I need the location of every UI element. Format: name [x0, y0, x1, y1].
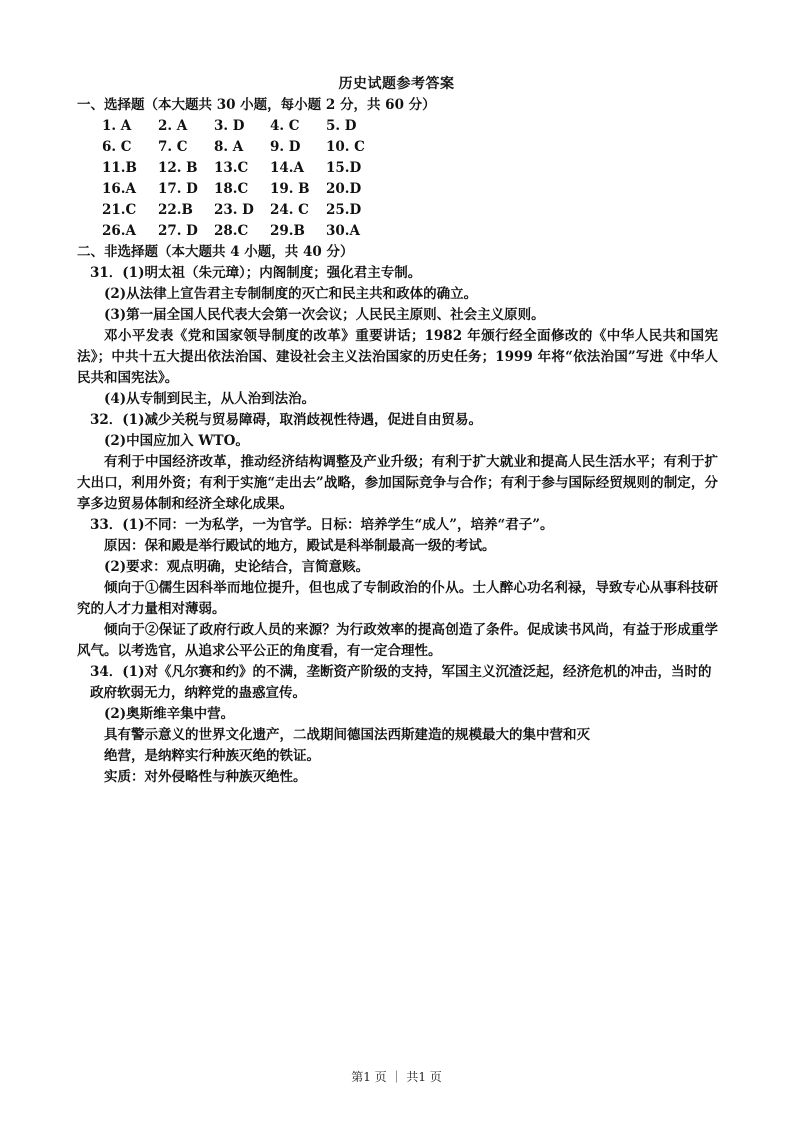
mc-answer: 12. B	[158, 160, 198, 176]
mc-answer: 10. C	[326, 139, 365, 155]
mc-answer-row	[0, 179, 793, 200]
page-footer: 第1 页 ｜ 共1 页	[351, 1070, 442, 1084]
mc-answer: 14.A	[270, 160, 304, 176]
q34-part1: 34．(1)对《凡尔赛和约》的不满，垄断资产阶级的支持，军国主义沉渣泛起，经济危机的冲击，当时的政府软弱无力，纳粹党的蛊惑宣传。	[90, 664, 712, 701]
mc-answer: 25.D	[326, 202, 362, 218]
q33-part1-reason: 原因：保和殿是举行殿试的地方，殿试是科举制最高一级的考试。	[104, 538, 496, 554]
mc-answer: 9. D	[270, 139, 301, 155]
mc-answer-row	[0, 221, 793, 242]
section-1-heading: 一、选择题（本大题共 30 小题，每小题 2 分，共 60 分）	[77, 97, 436, 113]
q31-part2: (2)从法律上宣告君主专制制度的灭亡和民主共和政体的确立。	[104, 286, 478, 302]
mc-answer-row	[0, 116, 793, 137]
mc-answer: 3. D	[214, 118, 245, 134]
q33-part2: (2)要求：观点明确，史论结合，言简意赅。	[104, 559, 370, 575]
q32-part2-detail: 有利于中国经济改革，推动经济结构调整及产业升级；有利于扩大就业和提高人民生活水平；有利于扩大出口，利用外资；有利于实施“走出去”战略，参加国际竞争与合作；有利于参与国际经贸规则的制定，分享多边贸易体制和经济全球化成果。	[77, 454, 718, 512]
mc-answer: 21.C	[102, 202, 137, 218]
section-2-heading: 二、非选择题（本大题共 4 小题，共 40 分）	[77, 244, 354, 260]
answer-document	[0, 74, 793, 788]
q33-part2-option1: 倾向于①儒生因科举而地位提升，但也成了专制政治的仆从。士人醉心功名利禄，导致专心从事科技研究的人才力量相对薄弱。	[77, 580, 718, 617]
mc-answer: 6. C	[102, 139, 132, 155]
mc-answer: 22.B	[158, 202, 193, 218]
q32-part2: (2)中国应加入 WTO。	[104, 433, 249, 449]
mc-answer: 15.D	[326, 160, 362, 176]
q33-part2-option2: 倾向于②保证了政府行政人员的来源？为行政效率的提高创造了条件。促成读书风尚，有益于形成重学风气。以考选官，从追求公平公正的角度看，有一定合理性。	[77, 622, 718, 659]
mc-answer: 11.B	[102, 160, 137, 176]
q34-part2-essence: 实质：对外侵略性与种族灭绝性。	[104, 769, 307, 785]
mc-answer: 30.A	[326, 223, 360, 239]
mc-answer: 27. D	[158, 223, 198, 239]
mc-answer: 7. C	[158, 139, 188, 155]
mc-answer-row	[0, 137, 793, 158]
q34-part2-detail-b: 绝营，是纳粹实行种族灭绝的铁证。	[104, 748, 320, 764]
mc-answer-row	[0, 200, 793, 221]
mc-answer: 4. C	[270, 118, 300, 134]
mc-answer: 18.C	[214, 181, 249, 197]
q34-part2-detail-a: 具有警示意义的世界文化遗产，二战期间德国法西斯建造的规模最大的集中营和灭	[104, 727, 590, 743]
q31-part3: (3)第一届全国人民代表大会第一次会议；人民民主原则、社会主义原则。	[104, 307, 545, 323]
mc-answer: 29.B	[270, 223, 305, 239]
mc-answer: 17. D	[158, 181, 198, 197]
mc-answer-row	[0, 158, 793, 179]
mc-answer: 26.A	[102, 223, 136, 239]
mc-answer: 8. A	[214, 139, 244, 155]
q34-part2: (2)奥斯维辛集中营。	[104, 706, 235, 722]
mc-answer: 5. D	[326, 118, 357, 134]
q31-part1: 31．(1)明太祖（朱元璋）；内阁制度；强化君主专制。	[90, 265, 422, 281]
mc-answer: 1. A	[102, 118, 132, 134]
mc-answer: 19. B	[270, 181, 310, 197]
mc-answer: 23. D	[214, 202, 254, 218]
q33-part1: 33．(1)不同：一为私学，一为官学。日标：培养学生“成人”，培养“君子”。	[90, 517, 554, 533]
page-title: 历史试题参考答案	[338, 76, 455, 92]
q31-part4: (4)从专制到民主，从人治到法治。	[104, 391, 316, 407]
mc-answer: 13.C	[214, 160, 249, 176]
mc-answer: 24. C	[270, 202, 309, 218]
mc-answer: 20.D	[326, 181, 362, 197]
mc-answer: 2. A	[158, 118, 188, 134]
mc-answer: 16.A	[102, 181, 136, 197]
q31-part3-detail: 邓小平发表《党和国家领导制度的改革》重要讲话；1982 年颁行经全面修改的《中华人民共和国宪法》；中共十五大提出依法治国、建设社会主义法治国家的历史任务；1999 年将“依法治国”写进《中华人民共和国宪法》。	[77, 328, 718, 386]
multiple-choice-answers	[0, 116, 793, 242]
q32-part1: 32．(1)减少关税与贸易障碍，取消歧视性待遇，促进自由贸易。	[90, 412, 482, 428]
mc-answer: 28.C	[214, 223, 249, 239]
